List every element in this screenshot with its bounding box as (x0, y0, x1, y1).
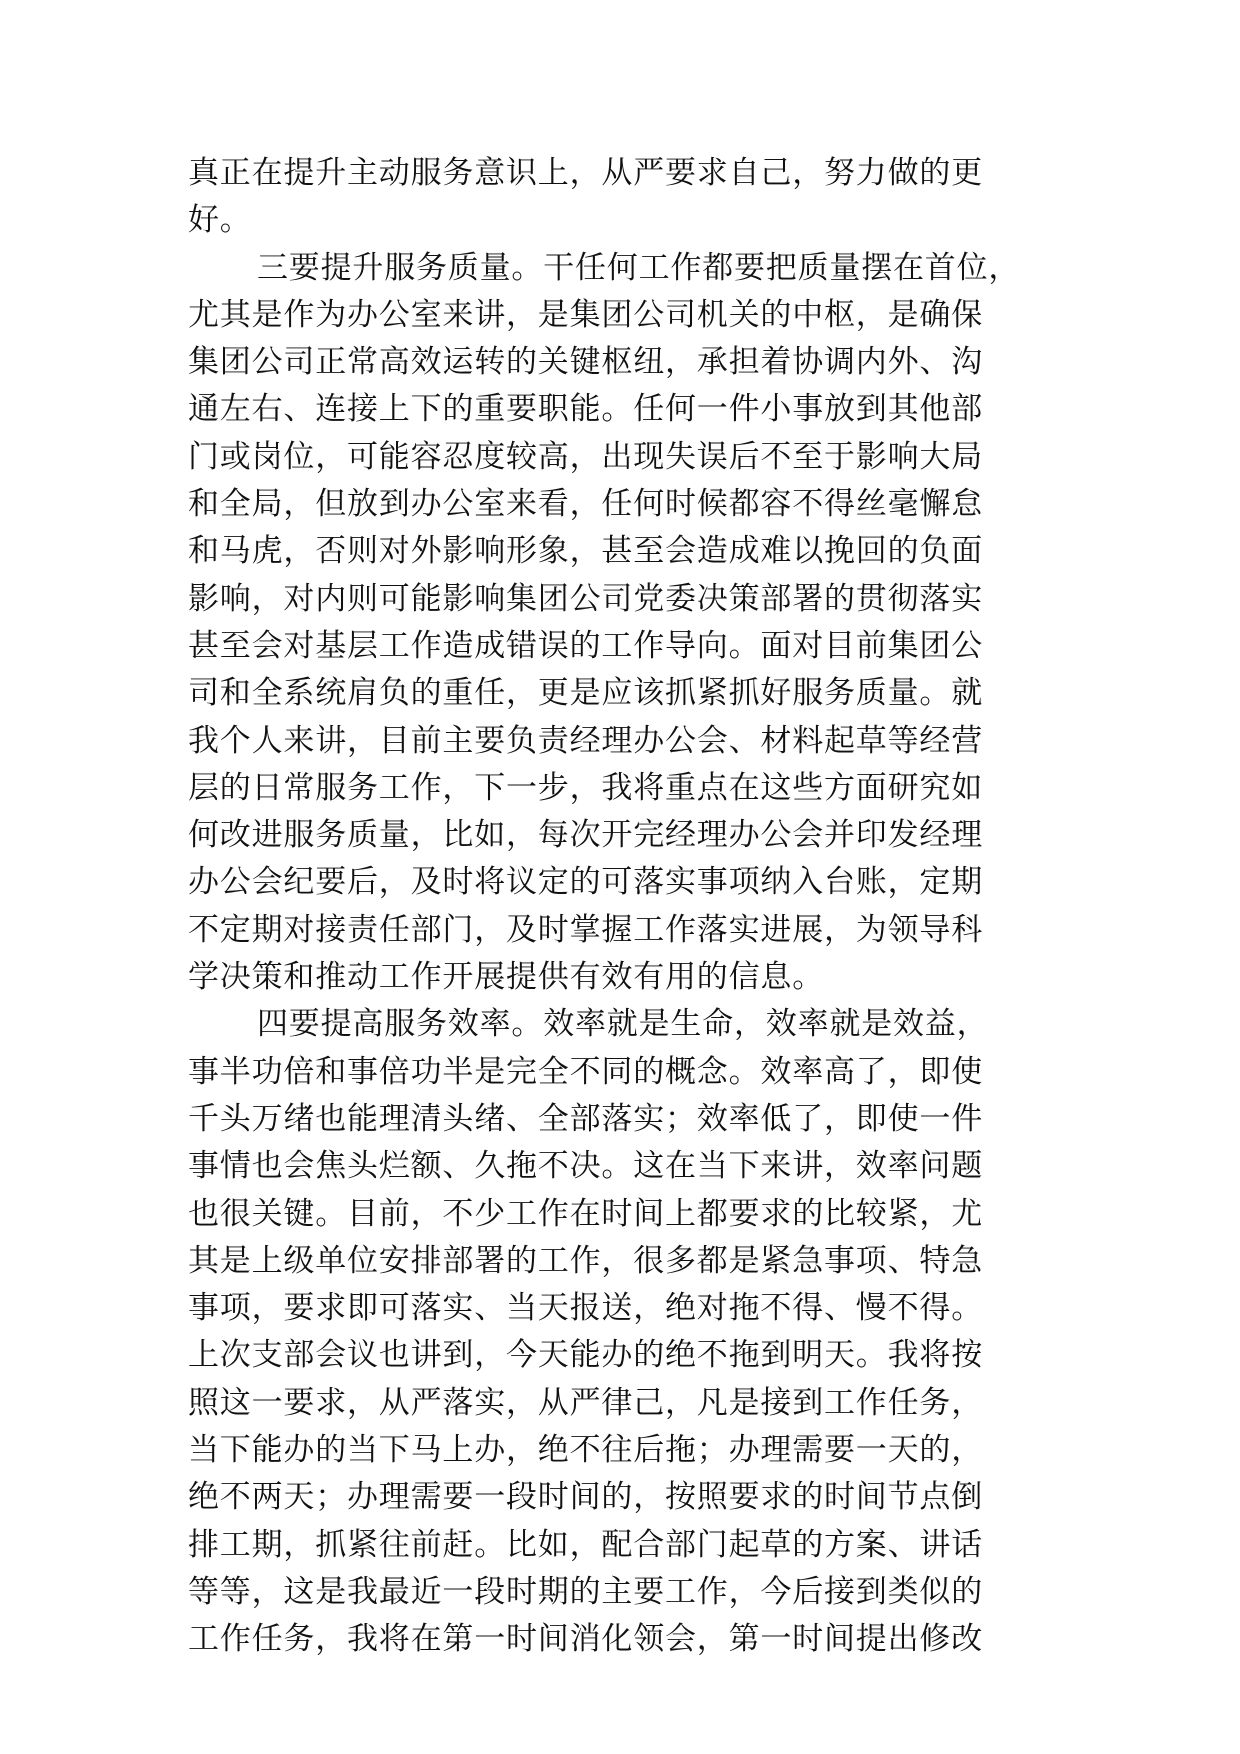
text-line: 通左右、连接上下的重要职能。任何一件小事放到其他部 (188, 391, 983, 428)
text-line: 影响，对内则可能影响集团公司党委决策部署的贯彻落实 (188, 580, 983, 617)
text-line: 办公会纪要后，及时将议定的可落实事项纳入台账，定期 (188, 864, 983, 901)
text-line: 事半功倍和事倍功半是完全不同的概念。效率高了，即使 (188, 1053, 983, 1090)
text-line: 也很关键。目前，不少工作在时间上都要求的比较紧，尤 (188, 1195, 983, 1232)
text-line: 何改进服务质量，比如，每次开完经理办公会并印发经理 (188, 817, 983, 854)
text-line: 和马虎，否则对外影响形象，甚至会造成难以挽回的负面 (188, 533, 983, 570)
body-text (188, 150, 1050, 1664)
text-line: 学决策和推动工作开展提供有效有用的信息。 (188, 959, 824, 996)
text-line: 真正在提升主动服务意识上，从严要求自己，努力做的更 (188, 155, 983, 191)
text-line: 好。 (188, 202, 252, 239)
text-line: 当下能办的当下马上办，绝不往后拖；办理需要一天的， (188, 1432, 983, 1469)
text-line: 司和全系统肩负的重任，更是应该抓紧抓好服务质量。就 (188, 675, 983, 712)
text-line: 绝不两天；办理需要一段时间的，按照要求的时间节点倒 (188, 1479, 983, 1516)
paragraph-first-line: 三要提升服务质量。干任何工作都要把质量摆在首位， (257, 249, 1021, 286)
text-line: 不定期对接责任部门，及时掌握工作落实进展，为领导科 (188, 911, 983, 948)
text-line: 我个人来讲，目前主要负责经理办公会、材料起草等经营 (188, 722, 983, 759)
paragraph-first-line: 四要提高服务效率。效率就是生命，效率就是效益， (257, 1006, 989, 1043)
text-line: 其是上级单位安排部署的工作，很多都是紧急事项、特急 (188, 1242, 983, 1279)
text-line: 事项，要求即可落实、当天报送，绝对拖不得、慢不得。 (188, 1290, 983, 1327)
text-line: 集团公司正常高效运转的关键枢纽，承担着协调内外、沟 (188, 344, 983, 381)
text-line: 等等，这是我最近一段时期的主要工作，今后接到类似的 (188, 1573, 983, 1610)
text-line: 层的日常服务工作，下一步，我将重点在这些方面研究如 (188, 769, 983, 806)
text-line: 尤其是作为办公室来讲，是集团公司机关的中枢，是确保 (188, 296, 983, 333)
text-line: 排工期，抓紧往前赶。比如，配合部门起草的方案、讲话 (188, 1526, 983, 1563)
text-line: 甚至会对基层工作造成错误的工作导向。面对目前集团公 (188, 627, 983, 664)
text-line: 门或岗位，可能容忍度较高，出现失误后不至于影响大局 (188, 438, 983, 475)
text-line: 工作任务，我将在第一时间消化领会，第一时间提出修改 (188, 1621, 983, 1658)
text-line: 上次支部会议也讲到，今天能办的绝不拖到明天。我将按 (188, 1337, 983, 1374)
text-line: 照这一要求，从严落实，从严律己，凡是接到工作任务， (188, 1384, 983, 1421)
text-line: 事情也会焦头烂额、久拖不决。这在当下来讲，效率问题 (188, 1148, 983, 1185)
text-line: 和全局，但放到办公室来看，任何时候都容不得丝毫懈怠 (188, 486, 983, 523)
text-line: 千头万绪也能理清头绪、全部落实；效率低了，即使一件 (188, 1100, 983, 1137)
